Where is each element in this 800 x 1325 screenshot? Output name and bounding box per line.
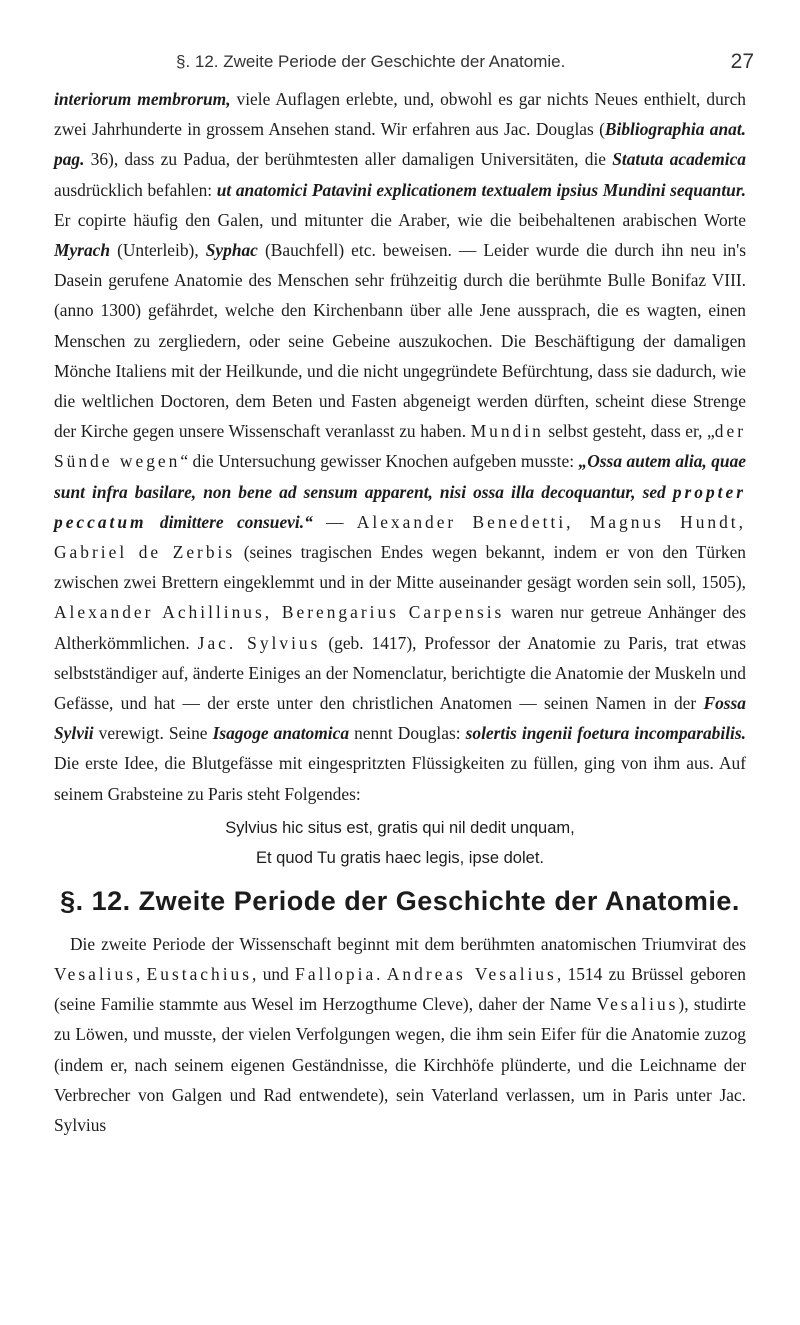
text-span: — bbox=[312, 511, 357, 532]
body-text bbox=[54, 84, 746, 1140]
text-span: , bbox=[135, 964, 147, 985]
text-span: (Unterleib), bbox=[110, 240, 206, 261]
text-span: Statuta academica bbox=[612, 149, 746, 170]
text-span: interiorum membrorum, bbox=[54, 89, 231, 109]
paragraph-second-period bbox=[54, 929, 746, 1140]
epitaph bbox=[54, 813, 746, 873]
text-span: . bbox=[376, 964, 387, 985]
text-span: Jac. Sylvius bbox=[197, 632, 321, 653]
text-span: Andreas Vesalius bbox=[386, 964, 557, 985]
text-span: Alexander Achillinus, Berengarius Carpensis bbox=[54, 602, 505, 623]
running-head-title: §. 12. Zweite Periode der Geschichte der Anatomie. bbox=[176, 52, 566, 71]
text-span: Syphac bbox=[205, 240, 258, 261]
text-span: propter peccatum bbox=[54, 481, 746, 532]
text-span: Fallopia bbox=[295, 964, 377, 985]
text-span: solertis ingenii foetura incomparabilis. bbox=[465, 723, 746, 744]
text-span: selbst gesteht, dass er, „ bbox=[543, 421, 715, 442]
text-span: nennt Douglas: bbox=[349, 723, 466, 744]
text-span: verewigt. Seine bbox=[93, 723, 213, 744]
text-span: Myrach bbox=[54, 240, 111, 261]
text-span: ausdrücklich befahlen: bbox=[54, 179, 217, 200]
text-span: , 1514 zu Brüssel geboren (seine Familie stammte aus Wesel im Herzogthume Cleve), daher der Name bbox=[54, 964, 746, 1015]
epitaph-line-1: Sylvius hic situs est, gratis qui nil dedit unquam, bbox=[225, 818, 575, 837]
section-heading: §. 12. Zweite Periode der Geschichte der Anatomie. bbox=[60, 885, 740, 916]
text-span: viele Auflagen erlebte, und, obwohl es gar nichts Neues enthielt, durch zwei Jahrhunderte in grossem Ansehen stand. Wir erfahren aus Jac. Douglas ( bbox=[54, 89, 746, 140]
running-head bbox=[54, 50, 754, 78]
epitaph-line-2: Et quod Tu gratis haec legis, ipse dolet. bbox=[255, 848, 544, 867]
page-number: 27 bbox=[730, 50, 754, 73]
text-span: Vesalius bbox=[596, 994, 679, 1015]
text-span: Bibliographia anat. pag. bbox=[54, 119, 746, 170]
text-span: ), studirte zu Löwen, und musste, der vielen Verfolgungen wegen, die ihm sein Eifer für die Anatomie zuzog (indem er, nach seinem eigenen Geständnisse, die Kirchhöfe plünderte, und die Leichname der Verbrecher von Galgen und Rad entwendete), sein Vaterland verlassen, um in Paris unter Jac. Sylvius bbox=[54, 994, 746, 1136]
text-span: Fossa Sylvii bbox=[54, 693, 746, 744]
text-span: Er copirte häufig den Galen, und mitunter die Araber, wie die beibehaltenen arabischen Worte bbox=[54, 209, 746, 230]
text-span: dimittere consuevi.“ bbox=[146, 511, 313, 532]
text-span: Isagoge anatomica bbox=[212, 723, 350, 744]
text-span: Die zweite Periode der Wissenschaft beginnt mit dem berühmten anatomischen Triumvirat des bbox=[70, 933, 746, 954]
text-span: (Bauchfell) etc. beweisen. — Leider wurde die durch ihn neu in's Dasein gerufene Anatomie des Menschen sehr frühzeitig durch die berühmte Bulle Bonifaz VIII. (anno 1300) gefährdet, welche den Kirchenbann über alle Jene aussprach, die es wagten, einen Menschen zu zergliedern, oder seine Gebeine auszukochen. Die Beschäftigung der damaligen Mönche Italiens mit der Heilkunde, und die nicht ungegründete Befürchtung, dass sie dadurch, wie die weltlichen Doctoren, dem Beten und Fasten abgeneigt werden dürften, scheint diese Strenge der Kirche gegen unsere Wissenschaft veranlasst zu haben. bbox=[54, 240, 746, 442]
text-span: Mundin bbox=[470, 421, 544, 442]
text-span: (seines tragischen Endes wegen bekannt, indem er von den Türken zwischen zwei Brettern eingeklemmt und in der Mitte auseinander gesägt worden sein soll, 1505), bbox=[54, 542, 746, 593]
text-span: Eustachius bbox=[146, 964, 253, 985]
text-span: der Sünde wegen bbox=[54, 421, 746, 472]
text-span: “ die Untersuchung gewisser Knochen aufgeben musste: bbox=[180, 451, 579, 472]
text-span: waren nur getreue Anhänger des Altherkömmlichen. bbox=[54, 602, 746, 653]
text-span: „Ossa autem alia, quae sunt infra basilare, non bene ad sensum apparent, nisi ossa illa decoquantur, sed bbox=[54, 451, 747, 502]
text-span: Vesalius bbox=[54, 964, 136, 985]
text-span: Die erste Idee, die Blutgefässe mit eingespritzten Flüssigkeiten zu füllen, ging von ihm aus. Auf seinem Grabsteine zu Paris steht Folgendes: bbox=[54, 753, 746, 804]
text-span: , und bbox=[252, 964, 296, 985]
text-span: 36), dass zu Padua, der berühmtesten aller damaligen Universitäten, die bbox=[84, 149, 613, 170]
text-span: ut anatomici Patavini explicationem textualem ipsius Mundini sequantur. bbox=[216, 179, 747, 200]
text-span: Alexander Benedetti, Magnus Hundt, Gabriel de Zerbis bbox=[54, 511, 746, 563]
paragraph-mundinus bbox=[54, 84, 746, 809]
text-span: (geb. 1417), Professor der Anatomie zu Paris, trat etwas selbstständiger auf, änderte Einiges an der Nomenclatur, berichtigte die Anatomie der Muskeln und Gefässe, und hat — der erste unter den christlichen Anatomen — seinen Namen in der bbox=[54, 632, 746, 714]
